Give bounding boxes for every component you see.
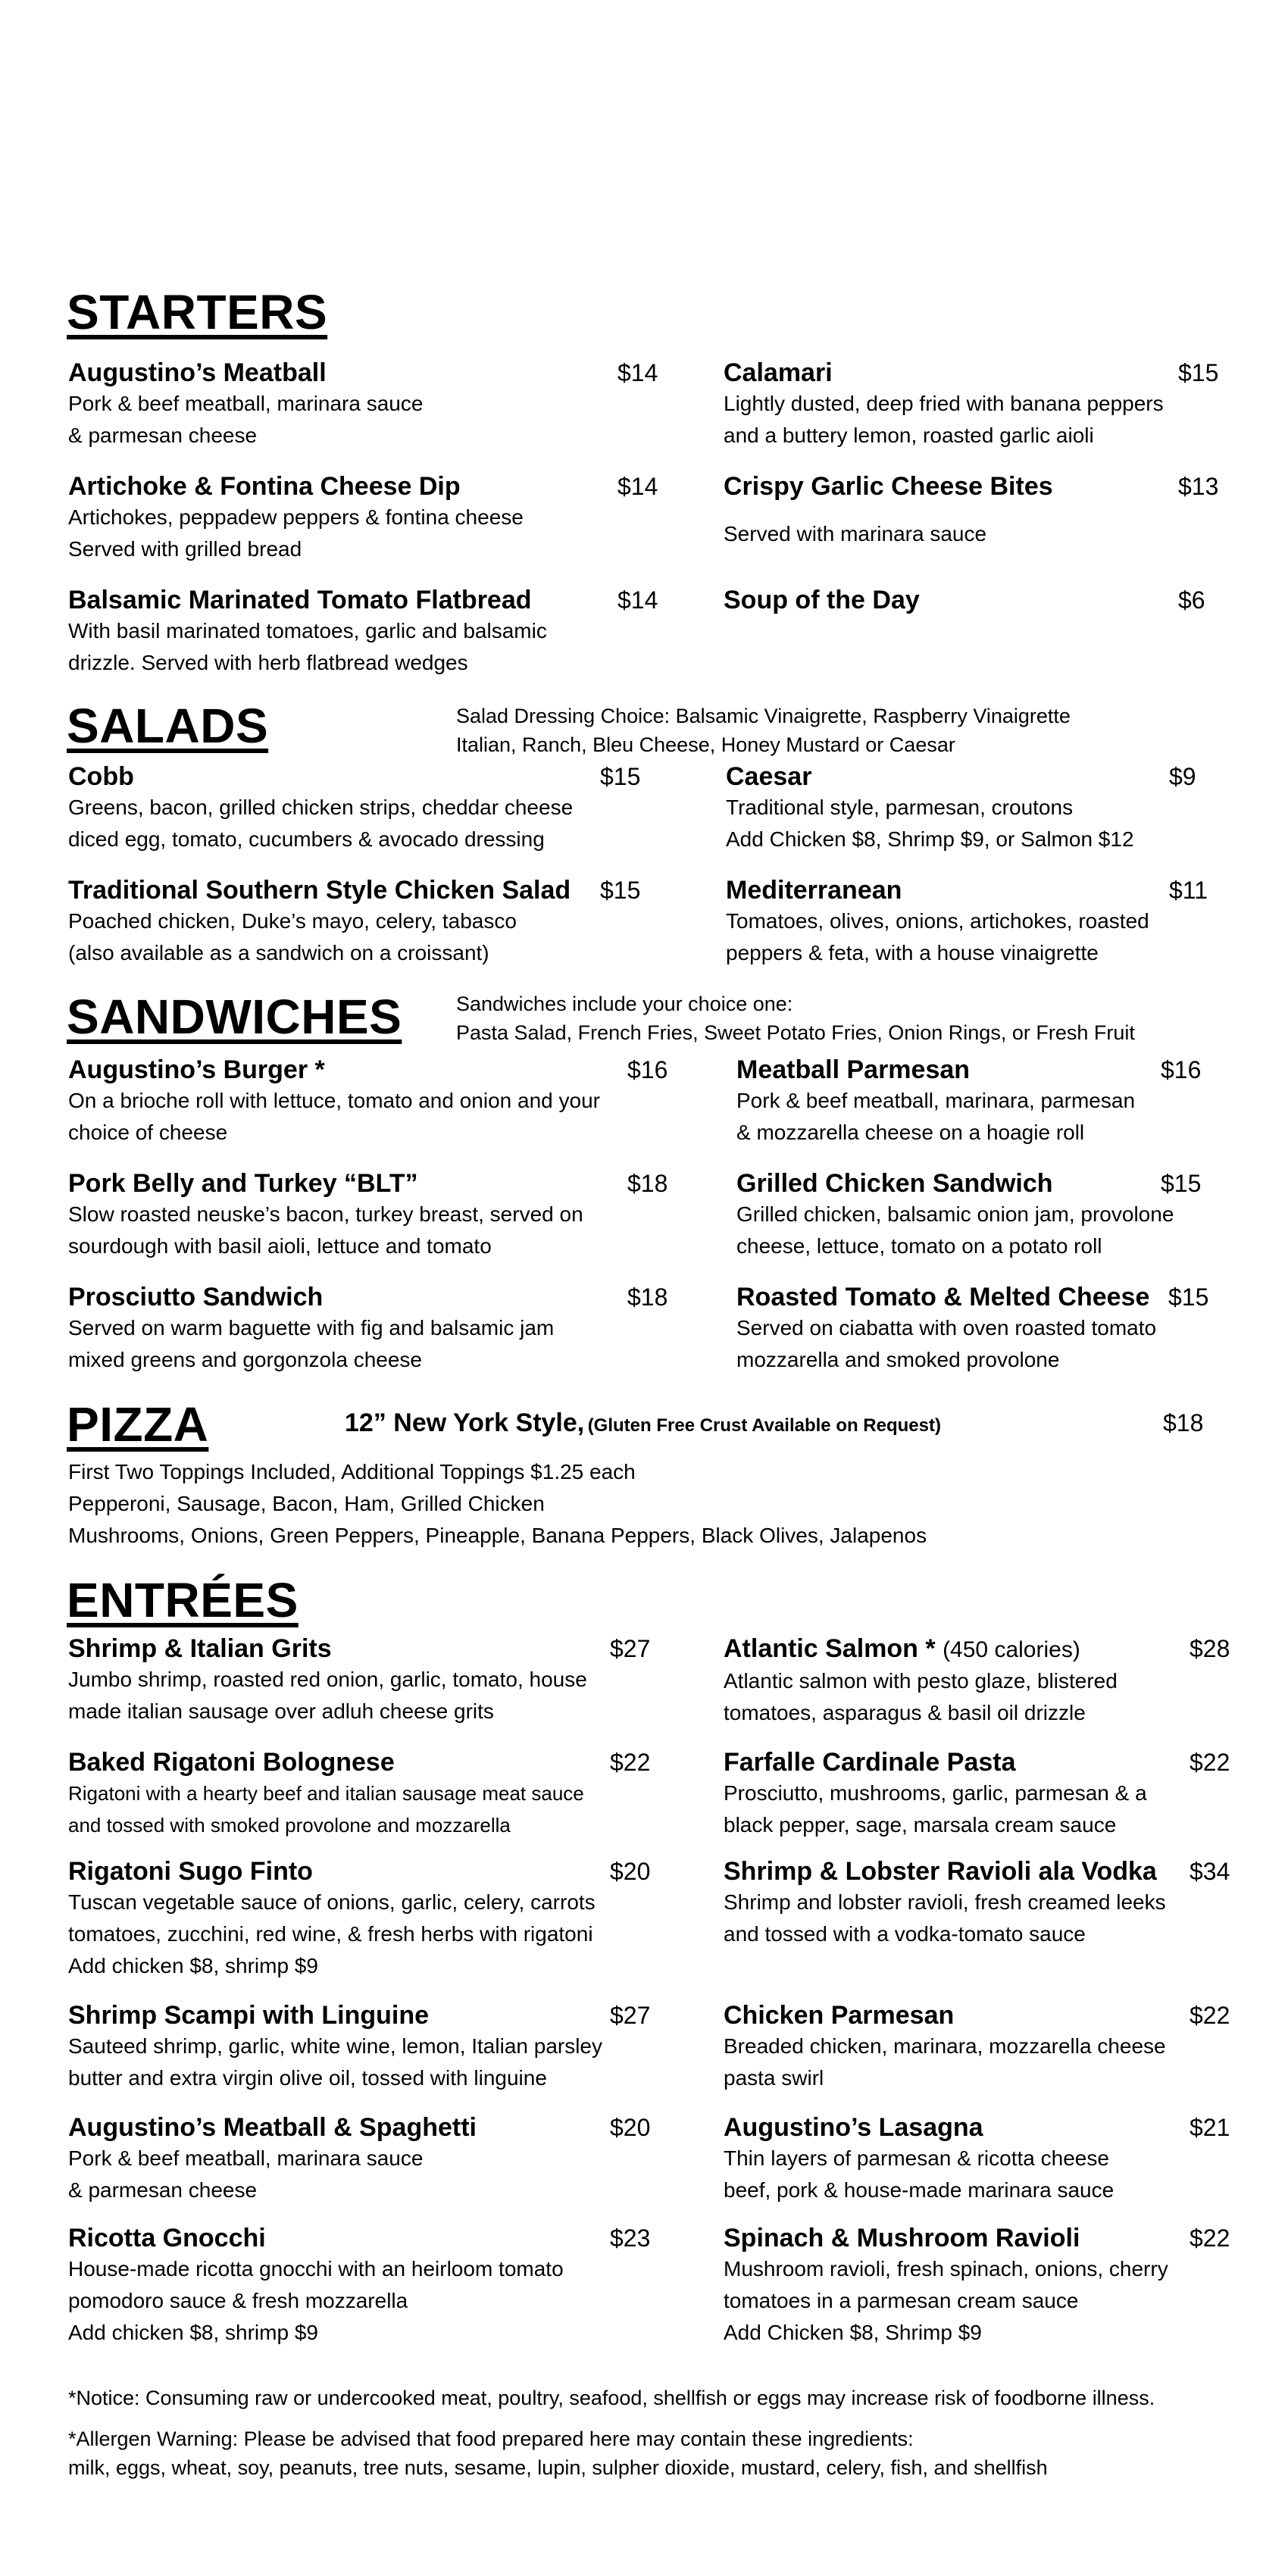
item-description: drizzle. Served with herb flatbread wedges bbox=[68, 651, 468, 674]
menu-item bbox=[68, 585, 659, 679]
menu-item bbox=[68, 1856, 674, 1982]
item-price: $22 bbox=[610, 1749, 651, 1776]
item-price: $28 bbox=[1190, 1635, 1230, 1662]
item-name: Balsamic Marinated Tomato Flatbread bbox=[68, 586, 532, 614]
pizza-style bbox=[345, 1408, 941, 1438]
menu-item bbox=[736, 1282, 1259, 1376]
menu-item bbox=[724, 2223, 1269, 2349]
item-name: Calamari bbox=[724, 358, 833, 387]
menu-item bbox=[724, 585, 1254, 615]
pizza-toppings bbox=[68, 1456, 927, 1552]
item-description: mozzarella and smoked provolone bbox=[736, 1348, 1060, 1371]
item-price: $18 bbox=[627, 1170, 668, 1197]
item-description: butter and extra virgin olive oil, tossed with linguine bbox=[68, 2066, 547, 2090]
item-description: Served with marinara sauce bbox=[724, 522, 987, 546]
item-description: black pepper, sage, marsala cream sauce bbox=[724, 1813, 1117, 1837]
item-description: Jumbo shrimp, roasted red onion, garlic, tomato, house bbox=[68, 1668, 587, 1691]
item-name bbox=[724, 1633, 1269, 1665]
note-line: Salad Dressing Choice: Balsamic Vinaigrette, Raspberry Vinaigrette bbox=[456, 705, 1071, 727]
item-description: Pork & beef meatball, marinara sauce bbox=[68, 2146, 424, 2170]
item-name: Baked Rigatoni Bolognese bbox=[68, 1748, 395, 1777]
item-name: Caesar bbox=[726, 762, 812, 791]
item-name: Augustino’s Burger * bbox=[68, 1055, 325, 1084]
item-description: Mushroom ravioli, fresh spinach, onions, cherry bbox=[724, 2257, 1168, 2281]
item-name: Shrimp Scampi with Linguine bbox=[68, 2001, 430, 2030]
item-name: Augustino’s Meatball bbox=[68, 358, 327, 387]
item-description: choice of cheese bbox=[68, 1121, 228, 1144]
item-description: Served with grilled bread bbox=[68, 537, 302, 561]
item-price: $15 bbox=[1178, 359, 1219, 386]
item-name: Pork Belly and Turkey “BLT” bbox=[68, 1169, 418, 1198]
item-price: $11 bbox=[1169, 877, 1208, 904]
item-description: Thin layers of parmesan & ricotta cheese bbox=[724, 2146, 1109, 2170]
menu-item bbox=[68, 1055, 689, 1149]
item-description: pasta swirl bbox=[724, 2066, 824, 2090]
item-price: $9 bbox=[1169, 763, 1196, 790]
allergen-list: milk, eggs, wheat, soy, peanuts, tree nuts, sesame, lupin, sulpher dioxide, mustard, celery, fish, and shellfish bbox=[68, 2456, 1048, 2479]
item-description: Add chicken $8, shrimp $9 bbox=[68, 2321, 318, 2344]
note-line: Sandwiches include your choice one: bbox=[456, 993, 793, 1015]
menu-item bbox=[736, 1168, 1259, 1262]
item-price: $14 bbox=[617, 473, 658, 500]
menu-item bbox=[724, 1633, 1269, 1729]
item-description: Traditional style, parmesan, croutons bbox=[726, 796, 1074, 819]
item-description: Lightly dusted, deep fried with banana peppers bbox=[724, 392, 1164, 415]
item-description: sourdough with basil aioli, lettuce and tomato bbox=[68, 1234, 492, 1258]
item-price: $14 bbox=[617, 586, 658, 614]
pizza-style-label: 12” New York Style, bbox=[345, 1408, 585, 1437]
item-description: Prosciutto, mushrooms, garlic, parmesan & a bbox=[724, 1781, 1147, 1805]
item-description: & parmesan cheese bbox=[68, 424, 258, 447]
item-name: Spinach & Mushroom Ravioli bbox=[724, 2224, 1080, 2252]
item-price: $16 bbox=[627, 1056, 668, 1083]
item-description: Slow roasted neuske’s bacon, turkey breast, served on bbox=[68, 1202, 583, 1226]
item-description: & mozzarella cheese on a hoagie roll bbox=[736, 1121, 1085, 1144]
item-description: tomatoes, asparagus & basil oil drizzle bbox=[724, 1701, 1086, 1724]
item-description: diced egg, tomato, cucumbers & avocado dressing bbox=[68, 827, 545, 851]
item-price: $15 bbox=[1168, 1283, 1209, 1311]
item-name: Cobb bbox=[68, 762, 134, 791]
item-description: Grilled chicken, balsamic onion jam, provolone bbox=[736, 1202, 1174, 1226]
item-name: Prosciutto Sandwich bbox=[68, 1283, 324, 1311]
item-description: Pork & beef meatball, marinara, parmesan bbox=[736, 1089, 1136, 1112]
menu-item bbox=[724, 1856, 1269, 1950]
entrees-heading: ENTRÉES bbox=[67, 1573, 299, 1627]
menu-item bbox=[68, 1633, 674, 1727]
menu-item bbox=[724, 2112, 1269, 2206]
item-name: Ricotta Gnocchi bbox=[68, 2224, 266, 2252]
pizza-line: Pepperoni, Sausage, Bacon, Ham, Grilled Chicken bbox=[68, 1492, 545, 1515]
item-price: $22 bbox=[1190, 1749, 1230, 1776]
pizza-line: First Two Toppings Included, Additional Toppings $1.25 each bbox=[68, 1460, 636, 1483]
item-description: beef, pork & house-made marinara sauce bbox=[724, 2178, 1114, 2202]
item-description: On a brioche roll with lettuce, tomato and onion and your bbox=[68, 1089, 600, 1112]
menu-item bbox=[736, 1055, 1259, 1149]
item-price: $6 bbox=[1178, 586, 1205, 614]
allergen-warning: *Allergen Warning: Please be advised that food prepared here may contain these ingredients: bbox=[68, 2428, 914, 2450]
item-name: Augustino’s Meatball & Spaghetti bbox=[68, 2113, 477, 2142]
item-name: Crispy Garlic Cheese Bites bbox=[724, 472, 1053, 501]
pizza-line: Mushrooms, Onions, Green Peppers, Pineapple, Banana Peppers, Black Olives, Jalapenos bbox=[68, 1524, 927, 1547]
item-price: $27 bbox=[610, 2002, 651, 2029]
item-description: Add chicken $8, shrimp $9 bbox=[68, 1954, 318, 1977]
item-name: Roasted Tomato & Melted Cheese bbox=[736, 1283, 1150, 1311]
menu-item bbox=[68, 1282, 689, 1376]
item-name: Rigatoni Sugo Finto bbox=[68, 1857, 313, 1886]
calorie-note: (450 calories) bbox=[943, 1637, 1080, 1662]
salad-dressing-note bbox=[456, 702, 1071, 759]
item-description: tomatoes, zucchini, red wine, & fresh herbs with rigatoni bbox=[68, 1922, 593, 1946]
item-name: Mediterranean bbox=[726, 876, 902, 905]
item-price: $27 bbox=[610, 1635, 651, 1662]
menu-item bbox=[726, 875, 1256, 969]
item-description: Greens, bacon, grilled chicken strips, cheddar cheese bbox=[68, 796, 574, 819]
item-description: tomatoes in a parmesan cream sauce bbox=[724, 2289, 1079, 2312]
item-description: Breaded chicken, marinara, mozzarella cheese bbox=[724, 2034, 1166, 2058]
sandwiches-heading: SANDWICHES bbox=[67, 989, 402, 1044]
item-description: and tossed with a vodka-tomato sauce bbox=[724, 1922, 1086, 1946]
menu-item bbox=[68, 471, 659, 565]
item-name: Augustino’s Lasagna bbox=[724, 2113, 983, 2142]
item-description: With basil marinated tomatoes, garlic and balsamic bbox=[68, 619, 547, 642]
item-description: Poached chicken, Duke’s mayo, celery, tabasco bbox=[68, 909, 517, 933]
item-price: $15 bbox=[600, 877, 641, 904]
item-price: $15 bbox=[1161, 1170, 1202, 1197]
item-description: Artichokes, peppadew peppers & fontina cheese bbox=[68, 505, 524, 529]
item-description: House-made ricotta gnocchi with an heirloom tomato bbox=[68, 2257, 564, 2281]
menu-item bbox=[68, 2112, 674, 2206]
item-price: $14 bbox=[617, 359, 658, 386]
item-description: Shrimp and lobster ravioli, fresh creamed leeks bbox=[724, 1890, 1166, 1914]
item-name: Artichoke & Fontina Cheese Dip bbox=[68, 472, 461, 501]
item-description: Add Chicken $8, Shrimp $9, or Salmon $12 bbox=[726, 827, 1134, 851]
item-price: $13 bbox=[1178, 473, 1219, 500]
note-line: Italian, Ranch, Bleu Cheese, Honey Mustard or Caesar bbox=[456, 733, 955, 756]
item-name: Shrimp & Lobster Ravioli ala Vodka bbox=[724, 1857, 1157, 1886]
menu-item bbox=[68, 358, 659, 452]
item-description: Served on ciabatta with oven roasted tomato bbox=[736, 1316, 1157, 1340]
item-description: Tuscan vegetable sauce of onions, garlic, celery, carrots bbox=[68, 1890, 596, 1914]
menu-item bbox=[724, 358, 1254, 452]
item-name: Meatball Parmesan bbox=[736, 1055, 971, 1084]
menu-item bbox=[68, 875, 659, 969]
menu-item bbox=[68, 2000, 674, 2094]
menu-item bbox=[724, 1747, 1269, 1841]
item-description: made italian sausage over adluh cheese grits bbox=[68, 1699, 494, 1723]
item-price: $22 bbox=[1190, 2002, 1230, 2029]
item-description: (also available as a sandwich on a croissant) bbox=[68, 941, 489, 964]
item-name: Soup of the Day bbox=[724, 586, 920, 614]
item-name: Grilled Chicken Sandwich bbox=[736, 1169, 1053, 1198]
item-description: Served on warm baguette with fig and balsamic jam bbox=[68, 1316, 555, 1340]
item-name-text: Atlantic Salmon * bbox=[724, 1634, 936, 1663]
note-line: Pasta Salad, French Fries, Sweet Potato Fries, Onion Rings, or Fresh Fruit bbox=[456, 1021, 1135, 1044]
item-description: Pork & beef meatball, marinara sauce bbox=[68, 392, 424, 415]
item-name: Farfalle Cardinale Pasta bbox=[724, 1748, 1016, 1777]
item-price: $18 bbox=[627, 1283, 668, 1311]
item-description: cheese, lettuce, tomato on a potato roll bbox=[736, 1234, 1102, 1258]
item-description: peppers & feta, with a house vinaigrette bbox=[726, 941, 1099, 964]
item-description: Add Chicken $8, Shrimp $9 bbox=[724, 2321, 982, 2344]
item-price: $22 bbox=[1190, 2224, 1230, 2252]
item-name: Chicken Parmesan bbox=[724, 2001, 955, 2030]
menu-item bbox=[68, 1747, 674, 1841]
item-price: $20 bbox=[610, 2114, 651, 2141]
item-price: $23 bbox=[610, 2224, 651, 2252]
salads-heading: SALADS bbox=[67, 699, 269, 753]
item-name: Shrimp & Italian Grits bbox=[68, 1634, 332, 1663]
gluten-free-note: (Gluten Free Crust Available on Request) bbox=[587, 1415, 941, 1436]
item-description: Atlantic salmon with pesto glaze, blistered bbox=[724, 1669, 1118, 1693]
menu-item bbox=[726, 761, 1256, 855]
pizza-heading: PIZZA bbox=[67, 1397, 209, 1452]
sandwich-sides-note bbox=[456, 989, 1135, 1047]
item-description: Tomatoes, olives, onions, artichokes, roasted bbox=[726, 909, 1149, 933]
item-name: Traditional Southern Style Chicken Salad bbox=[68, 876, 571, 905]
item-description: pomodoro sauce & fresh mozzarella bbox=[68, 2289, 408, 2312]
item-description: & parmesan cheese bbox=[68, 2178, 258, 2202]
item-price: $16 bbox=[1161, 1056, 1202, 1083]
item-description: and tossed with smoked provolone and mozzarella bbox=[68, 1814, 511, 1837]
item-price: $34 bbox=[1190, 1858, 1230, 1885]
item-description: and a buttery lemon, roasted garlic aioli bbox=[724, 424, 1094, 447]
menu-item bbox=[724, 2000, 1269, 2094]
raw-food-notice: *Notice: Consuming raw or undercooked meat, poultry, seafood, shellfish or eggs may increase risk of foodborne illness. bbox=[68, 2387, 1155, 2409]
item-price: $20 bbox=[610, 1858, 651, 1885]
menu-item bbox=[724, 471, 1254, 550]
menu-item bbox=[68, 761, 659, 855]
pizza-price: $18 bbox=[1163, 1409, 1204, 1436]
item-price: $15 bbox=[600, 763, 641, 790]
item-price: $21 bbox=[1190, 2114, 1230, 2141]
item-description: mixed greens and gorgonzola cheese bbox=[68, 1348, 422, 1371]
menu-item bbox=[68, 2223, 674, 2349]
menu-item bbox=[68, 1168, 689, 1262]
starters-heading: STARTERS bbox=[67, 285, 328, 339]
item-description: Rigatoni with a hearty beef and italian sausage meat sauce bbox=[68, 1782, 584, 1805]
item-description: Sauteed shrimp, garlic, white wine, lemon, Italian parsley bbox=[68, 2034, 603, 2058]
